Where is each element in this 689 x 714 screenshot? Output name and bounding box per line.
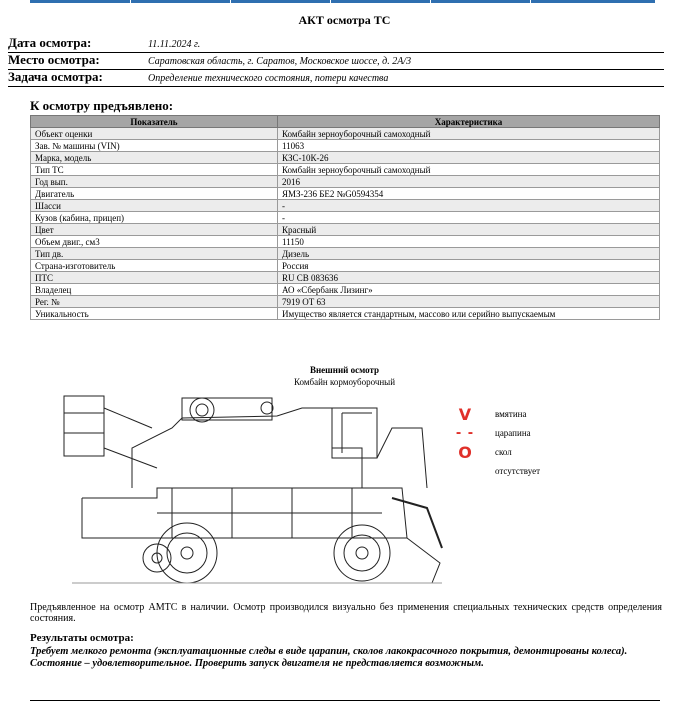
cell-characteristic: RU CB 083636	[278, 272, 660, 284]
table-row	[31, 248, 660, 260]
table-row	[31, 296, 660, 308]
inspection-paragraph: Предъявленное на осмотр АМТС в наличии. Осмотр производился визуально без применения специальных технических средств определения состояния.	[30, 602, 662, 624]
table-row	[31, 272, 660, 284]
header-indicator: Показатель	[31, 116, 278, 128]
cell-indicator: Страна-изготовитель	[31, 260, 278, 272]
table-row	[31, 128, 660, 140]
cell-indicator: Зав. № машины (VIN)	[31, 140, 278, 152]
meta-date-row	[8, 36, 664, 53]
cell-indicator: ПТС	[31, 272, 278, 284]
legend-item-scratch	[455, 424, 605, 442]
chip-icon: O	[458, 443, 472, 462]
cell-characteristic: Дизель	[278, 248, 660, 260]
combine-harvester-drawing	[62, 388, 447, 588]
cell-indicator: Кузов (кабина, прицеп)	[31, 212, 278, 224]
cell-characteristic: Имущество является стандартным, массово или серийно выпускаемым	[278, 308, 660, 320]
table-row	[31, 284, 660, 296]
table-row	[31, 152, 660, 164]
cell-characteristic: 11063	[278, 140, 660, 152]
legend-label-chip: скол	[495, 447, 512, 457]
cell-indicator: Уникальность	[31, 308, 278, 320]
cell-indicator: Объем двиг., см3	[31, 236, 278, 248]
table-row	[31, 176, 660, 188]
top-accent-bar	[30, 0, 655, 3]
table-row	[31, 308, 660, 320]
meta-place-label: Место осмотра:	[8, 52, 100, 67]
cell-indicator: Шасси	[31, 200, 278, 212]
cell-characteristic: 2016	[278, 176, 660, 188]
cell-characteristic: 11150	[278, 236, 660, 248]
external-inspection-subtitle: Комбайн кормоуборочный	[293, 377, 396, 387]
legend-label-dent: вмятина	[495, 409, 527, 419]
cell-indicator: Двигатель	[31, 188, 278, 200]
cell-characteristic: КЗС-10К-26	[278, 152, 660, 164]
cell-indicator: Год вып.	[31, 176, 278, 188]
cell-indicator: Рег. №	[31, 296, 278, 308]
cell-characteristic: -	[278, 200, 660, 212]
table-row	[31, 236, 660, 248]
properties-table	[30, 115, 660, 320]
meta-date-label: Дата осмотра:	[8, 35, 92, 50]
cell-indicator: Цвет	[31, 224, 278, 236]
cell-characteristic: Комбайн зерноуборочный самоходный	[278, 128, 660, 140]
table-row	[31, 212, 660, 224]
legend-label-missing: отсутствует	[495, 466, 541, 476]
table-row	[31, 260, 660, 272]
cell-indicator: Тип ТС	[31, 164, 278, 176]
external-inspection-title: Внешний осмотр	[309, 365, 379, 375]
results-heading: Результаты осмотра:	[30, 632, 134, 644]
legend-item-chip	[455, 443, 605, 461]
results-text: Требует мелкого ремонта (эксплуатационные следы в виде царапин, сколов лакокрасочного покрытия, демонтированы колеса). Состояние – удовлетворительное. Проверить запуск двигателя не представляется возможным.	[30, 646, 628, 669]
cell-characteristic: Россия	[278, 260, 660, 272]
cell-characteristic: ЯМЗ-236 БЕ2 №G0594354	[278, 188, 660, 200]
bottom-rule	[30, 700, 660, 701]
meta-place-row	[8, 53, 664, 70]
cell-indicator: Тип дв.	[31, 248, 278, 260]
table-header-row	[31, 116, 660, 128]
meta-task-row	[8, 70, 664, 87]
table-row	[31, 164, 660, 176]
meta-task-value: Определение технического состояния, потери качества	[148, 73, 389, 84]
cell-indicator: Объект оценки	[31, 128, 278, 140]
table-row	[31, 200, 660, 212]
cell-indicator: Марка, модель	[31, 152, 278, 164]
meta-place-value: Саратовская область, г. Саратов, Московское шоссе, д. 2А/3	[148, 56, 412, 67]
legend-item-missing	[455, 462, 605, 480]
table-body	[31, 128, 660, 320]
legend-item-dent	[455, 405, 605, 423]
document-title: АКТ осмотра ТС	[298, 13, 391, 27]
cell-indicator: Владелец	[31, 284, 278, 296]
presented-heading: К осмотру предъявлено:	[30, 98, 174, 113]
meta-date-value: 11.11.2024 г.	[148, 39, 201, 50]
header-characteristic: Характеристика	[278, 116, 660, 128]
cell-characteristic: Красный	[278, 224, 660, 236]
table-row	[31, 224, 660, 236]
cell-characteristic: 7919 ОТ 63	[278, 296, 660, 308]
cell-characteristic: -	[278, 212, 660, 224]
meta-task-label: Задача осмотра:	[8, 69, 103, 84]
legend-label-scratch: царапина	[495, 428, 531, 438]
scratch-icon: - -	[455, 426, 475, 441]
dent-icon: V	[458, 405, 472, 424]
cell-characteristic: АО «Сбербанк Лизинг»	[278, 284, 660, 296]
cell-characteristic: Комбайн зерноуборочный самоходный	[278, 164, 660, 176]
table-row	[31, 140, 660, 152]
table-row	[31, 188, 660, 200]
